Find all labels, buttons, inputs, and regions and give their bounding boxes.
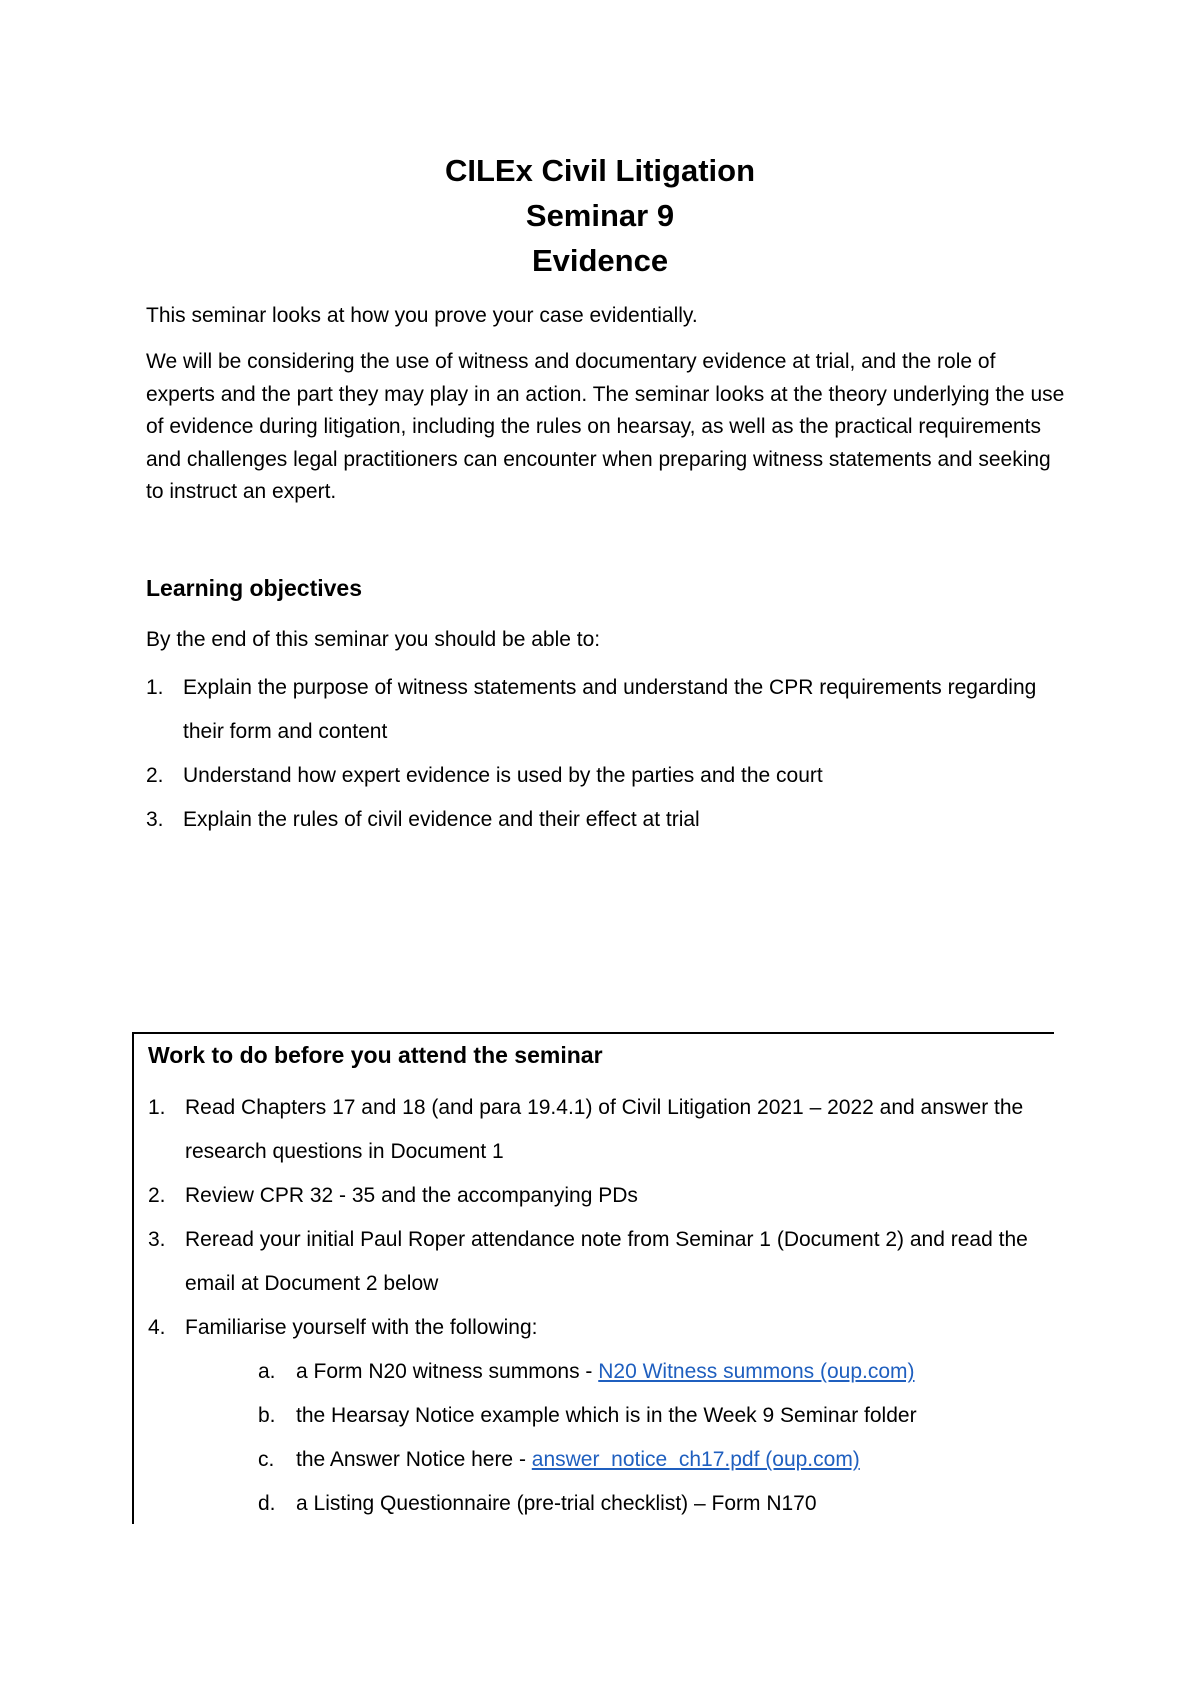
list-number: 2. bbox=[146, 764, 164, 787]
list-text: Review CPR 32 - 35 and the accompanying PDs bbox=[185, 1184, 638, 1207]
list-number: 1. bbox=[148, 1096, 166, 1119]
list-number: 4. bbox=[148, 1316, 166, 1339]
list-number: 1. bbox=[146, 676, 164, 699]
page-title bbox=[0, 148, 1200, 283]
sublist-item bbox=[148, 1350, 1078, 1394]
list-number: 3. bbox=[146, 808, 164, 831]
list-item bbox=[148, 1218, 1078, 1306]
sublist-item bbox=[148, 1482, 1078, 1526]
list-text: Read Chapters 17 and 18 (and para 19.4.1) of Civil Litigation 2021 – 2022 and answer the research questions in Document 1 bbox=[185, 1096, 1024, 1163]
list-text: Reread your initial Paul Roper attendance note from Seminar 1 (Document 2) and read the email at Document 2 below bbox=[185, 1228, 1028, 1295]
sublist-letter: b. bbox=[258, 1404, 276, 1427]
list-item bbox=[146, 798, 1076, 842]
work-heading: Work to do before you attend the seminar bbox=[148, 1042, 603, 1068]
sublist-letter: a. bbox=[258, 1360, 276, 1383]
objectives-heading: Learning objectives bbox=[146, 575, 363, 601]
list-text: Understand how expert evidence is used by the parties and the court bbox=[183, 764, 823, 787]
title-course: CILEx Civil Litigation bbox=[444, 153, 755, 188]
sublist-text: the Hearsay Notice example which is in the Week 9 Seminar folder bbox=[296, 1404, 917, 1427]
objectives-list bbox=[146, 666, 1076, 842]
sublist-item bbox=[148, 1394, 1078, 1438]
sublist-letter: c. bbox=[258, 1448, 275, 1471]
description-paragraph: We will be considering the use of witness and documentary evidence at trial, and the role of experts and the part they may play in an action. The seminar looks at the theory underlying the use of evidence during litigation, including the rules on hearsay, as well as the practical requirements and challenges legal practitioners can encounter when preparing witness statements and seeking to instruct an expert. bbox=[146, 350, 1065, 503]
sublist-text: the Answer Notice here - bbox=[296, 1448, 532, 1471]
work-sublist bbox=[148, 1350, 1078, 1526]
work-list bbox=[148, 1086, 1078, 1526]
sublist-letter: d. bbox=[258, 1492, 276, 1515]
list-number: 3. bbox=[148, 1228, 166, 1251]
list-item bbox=[148, 1306, 1078, 1350]
sublist-item bbox=[148, 1438, 1078, 1482]
objectives-lead: By the end of this seminar you should be able to: bbox=[146, 628, 601, 651]
list-text: Familiarise yourself with the following: bbox=[185, 1316, 538, 1339]
intro-paragraph: This seminar looks at how you prove your case evidentially. bbox=[146, 304, 698, 327]
list-item bbox=[148, 1086, 1078, 1174]
list-number: 2. bbox=[148, 1184, 166, 1207]
list-item bbox=[146, 666, 1076, 754]
list-item bbox=[148, 1174, 1078, 1218]
list-item bbox=[146, 754, 1076, 798]
sublist-text: a Listing Questionnaire (pre-trial checklist) – Form N170 bbox=[296, 1492, 817, 1515]
list-text: Explain the rules of civil evidence and their effect at trial bbox=[183, 808, 700, 831]
title-seminar: Seminar 9 bbox=[525, 198, 675, 233]
sublist-text: a Form N20 witness summons - bbox=[296, 1360, 599, 1383]
title-topic: Evidence bbox=[531, 243, 669, 278]
n20-witness-summons-link[interactable]: N20 Witness summons (oup.com) bbox=[598, 1360, 915, 1383]
sublist-container bbox=[148, 1350, 1078, 1526]
work-box bbox=[132, 1032, 1054, 1524]
answer-notice-link[interactable]: answer_notice_ch17.pdf (oup.com) bbox=[531, 1448, 860, 1471]
list-text: Explain the purpose of witness statements and understand the CPR requirements regarding their form and content bbox=[183, 676, 1037, 743]
